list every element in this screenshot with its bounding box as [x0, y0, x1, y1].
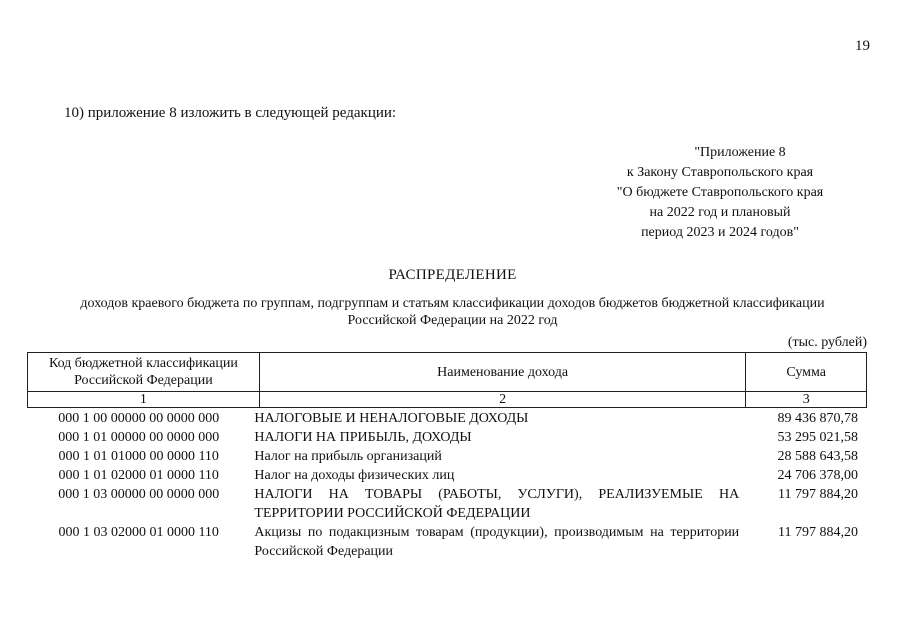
row-sum: 53 295 021,58 — [777, 430, 858, 445]
document-title: РАСПРЕДЕЛЕНИЕ — [388, 267, 517, 283]
table-row — [27, 409, 867, 428]
table-row — [27, 447, 867, 466]
subtitle-line-1: доходов краевого бюджета по группам, подгруппам и статьям классификации доходов бюджетов бюджетной классификации — [80, 296, 825, 311]
header-sum: Сумма — [746, 353, 867, 392]
row-name: НАЛОГИ НА ТОВАРЫ (РАБОТЫ, УСЛУГИ), РЕАЛИЗУЕМЫЕ НА ТЕРРИТОРИИ РОССИЙСКОЙ ФЕДЕРАЦИИ — [254, 487, 740, 521]
col-number-3: 3 — [746, 392, 867, 408]
data-table — [27, 409, 867, 561]
subtitle-line-2: Российской Федерации на 2022 год — [347, 313, 558, 328]
intro-paragraph: 10) приложение 8 изложить в следующей редакции: — [64, 105, 397, 121]
row-name: Налог на прибыль организаций — [254, 449, 442, 464]
row-sum: 28 588 643,58 — [777, 449, 858, 464]
col-number-2: 2 — [259, 392, 746, 408]
row-code: 000 1 03 00000 00 0000 000 — [58, 487, 220, 502]
page-number: 19 — [855, 38, 870, 54]
row-sum: 89 436 870,78 — [777, 411, 858, 426]
row-code: 000 1 00 00000 00 0000 000 — [58, 411, 220, 426]
units-note: (тыс. рублей) — [787, 335, 867, 350]
document-subtitle — [30, 295, 875, 329]
appendix-line-3: "О бюджете Ставропольского края — [616, 185, 824, 200]
appendix-line-4: на 2022 год и плановый — [649, 205, 791, 220]
row-sum: 11 797 884,20 — [778, 525, 858, 540]
appendix-line-1: "Приложение 8 — [694, 145, 786, 160]
row-name: НАЛОГОВЫЕ И НЕНАЛОГОВЫЕ ДОХОДЫ — [254, 411, 529, 426]
header-code: Код бюджетной классификации Российской Федерации — [28, 353, 260, 392]
col-number-1: 1 — [28, 392, 260, 408]
row-code: 000 1 01 01000 00 0000 110 — [58, 449, 219, 464]
appendix-line-5: период 2023 и 2024 годов" — [641, 225, 799, 240]
table-row — [27, 428, 867, 447]
row-code: 000 1 03 02000 01 0000 110 — [58, 525, 219, 540]
table-row — [27, 485, 867, 523]
appendix-line-2: к Закону Ставропольского края — [626, 165, 814, 180]
row-sum: 24 706 378,00 — [777, 468, 858, 483]
row-name: Налог на доходы физических лиц — [254, 468, 455, 483]
table-row — [27, 466, 867, 485]
row-code: 000 1 01 00000 00 0000 000 — [58, 430, 220, 445]
row-sum: 11 797 884,20 — [778, 487, 858, 502]
row-name: Акцизы по подакцизным товарам (продукции), производимым на территории Российской Федерации — [254, 525, 740, 559]
table-header — [27, 352, 867, 408]
row-name: НАЛОГИ НА ПРИБЫЛЬ, ДОХОДЫ — [254, 430, 472, 445]
header-name: Наименование дохода — [259, 353, 746, 392]
appendix-heading — [595, 143, 845, 243]
row-code: 000 1 01 02000 01 0000 110 — [58, 468, 219, 483]
table-row — [27, 523, 867, 561]
